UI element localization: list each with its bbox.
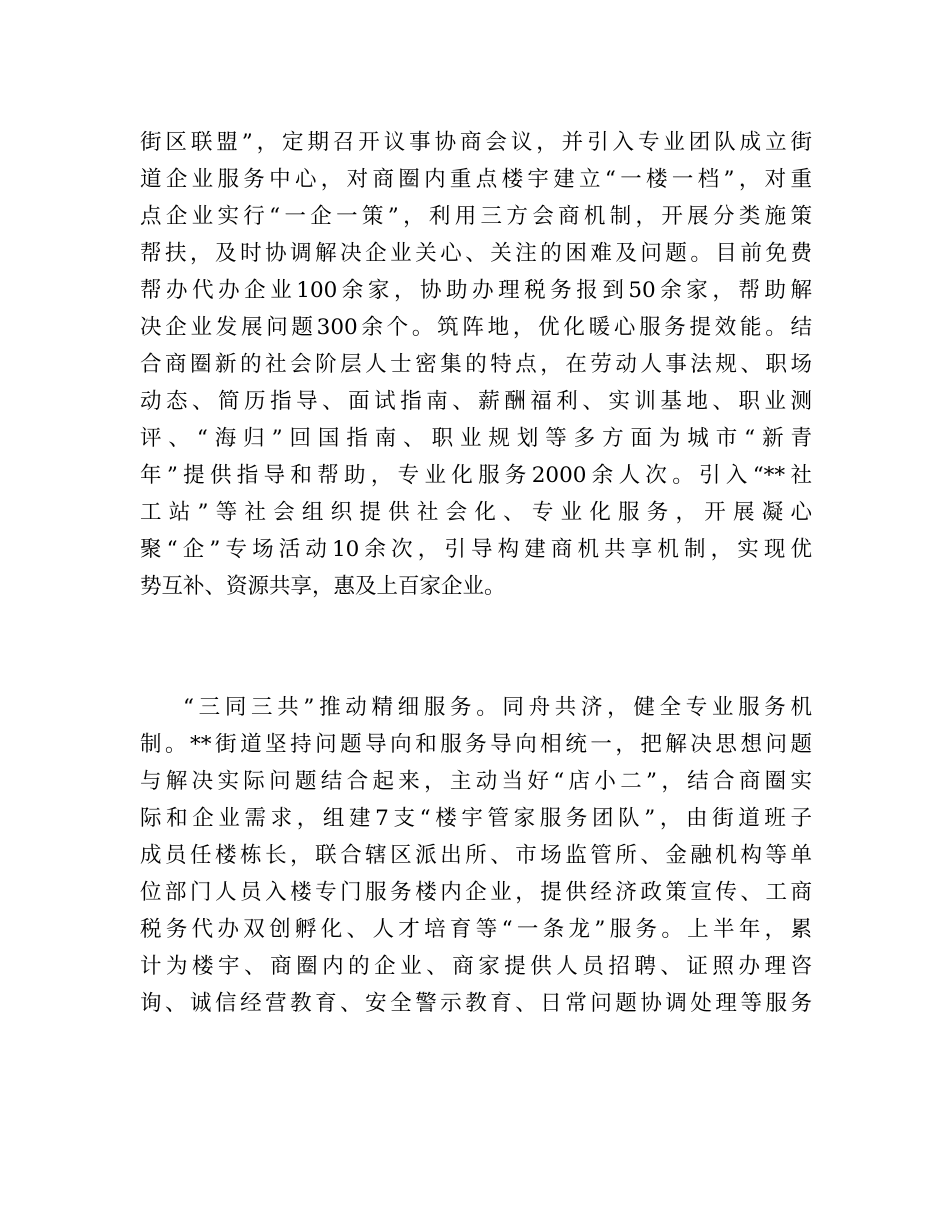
paragraph-line: 位部门人员入楼专门服务楼内企业，提供经济政策宣传、工商 xyxy=(140,880,812,905)
paragraph-line: 年”提供指导和帮助，专业化服务2000余人次。引入“**社 xyxy=(140,463,812,488)
paragraph-line: 制。**街道坚持问题导向和服务导向相统一，把解决思想问题 xyxy=(140,732,812,757)
paragraph-line: 帮办代办企业100余家，协助办理税务报到50余家，帮助解 xyxy=(140,278,812,303)
paragraph-line: 评、“海归”回国指南、职业规划等多方面为城市“新青 xyxy=(140,426,812,451)
paragraph-line: 势互补、资源共享，惠及上百家企业。 xyxy=(140,574,506,599)
paragraph-line: 点企业实行“一企一策”，利用三方会商机制，开展分类施策 xyxy=(140,204,812,229)
paragraph-2 xyxy=(140,689,812,1022)
paragraph-line: 决企业发展问题300余个。筑阵地，优化暖心服务提效能。结 xyxy=(140,315,812,340)
paragraph-line: 计为楼宇、商圈内的企业、商家提供人员招聘、证照办理咨 xyxy=(140,954,812,979)
paragraph-line: 帮扶，及时协调解决企业关心、关注的困难及问题。目前免费 xyxy=(140,241,812,266)
paragraph-line: 合商圈新的社会阶层人士密集的特点，在劳动人事法规、职场 xyxy=(140,352,812,377)
paragraph-line: 询、诚信经营教育、安全警示教育、日常问题协调处理等服务 xyxy=(140,991,812,1016)
paragraph-line: 动态、简历指导、面试指南、薪酬福利、实训基地、职业测 xyxy=(140,389,812,414)
paragraph-line: 工站”等社会组织提供社会化、专业化服务，开展凝心 xyxy=(140,500,812,525)
paragraph-line: 成员任楼栋长，联合辖区派出所、市场监管所、金融机构等单 xyxy=(140,843,812,868)
paragraph-line: 道企业服务中心，对商圈内重点楼宇建立“一楼一档”，对重 xyxy=(140,167,812,192)
paragraph-line: “三同三共”推动精细服务。同舟共济，健全专业服务机 xyxy=(183,695,812,720)
paragraph-line: 税务代办双创孵化、人才培育等“一条龙”服务。上半年，累 xyxy=(140,917,812,942)
paragraph-1 xyxy=(140,124,812,605)
paragraph-line: 聚“企”专场活动10余次，引导构建商机共享机制，实现优 xyxy=(140,537,812,562)
paragraph-line: 际和企业需求，组建7支“楼宇管家服务团队”，由街道班子 xyxy=(140,806,812,831)
paragraph-line: 与解决实际问题结合起来，主动当好“店小二”，结合商圈实 xyxy=(140,769,812,794)
paragraph-line: 街区联盟”，定期召开议事协商会议，并引入专业团队成立街 xyxy=(140,130,812,155)
